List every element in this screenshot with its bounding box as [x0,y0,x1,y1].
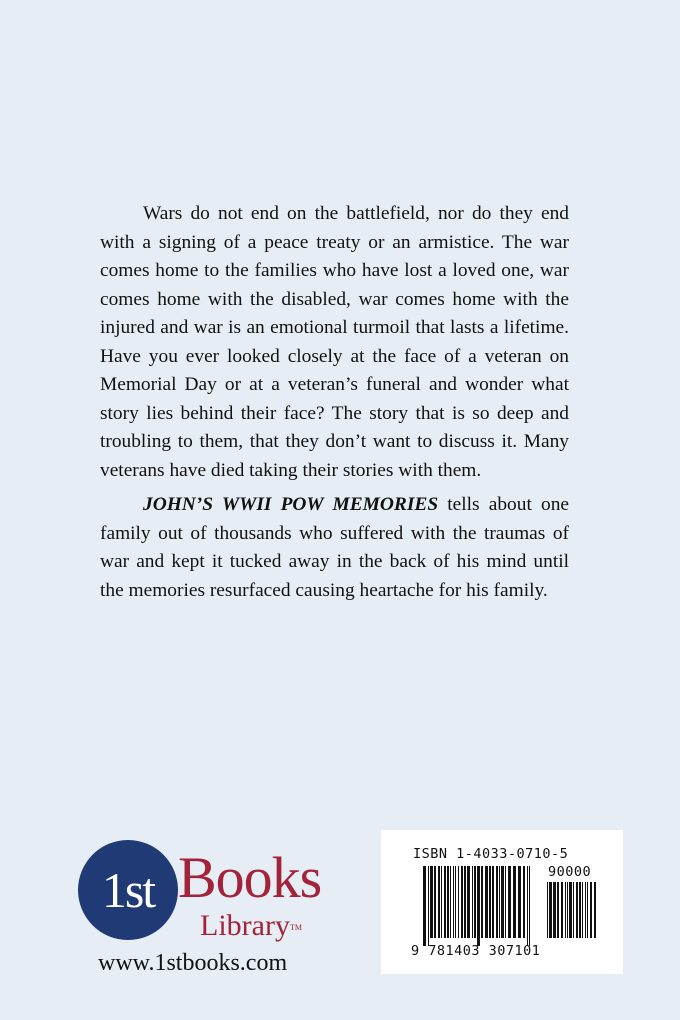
barcode-bar [527,866,528,946]
price-addon-number: 90000 [548,864,592,880]
barcode-bar [485,866,488,938]
barcode-bar [565,882,566,938]
ean-barcode-bars [423,866,531,946]
barcode-bar [549,882,552,938]
barcode-bar [477,866,480,946]
barcode-bar [576,882,578,938]
barcode-bar [499,866,500,938]
barcode-bar [441,866,442,938]
barcode-bar [447,866,449,938]
barcode-bar [561,882,563,938]
trademark-mark: TM [289,923,302,932]
barcode-bar [455,866,456,938]
publisher-website: www.1stbooks.com [98,950,288,976]
barcode-bar [573,882,574,938]
barcode-bar [567,882,568,938]
barcode-bar [467,866,470,938]
barcode-bar [594,882,596,938]
barcode-bar [496,866,498,938]
barcode-bar [428,866,429,946]
barcode-bar [582,882,583,938]
barcode-bar [464,866,466,938]
barcode-bar [508,866,511,938]
barcode-bar [438,866,440,938]
addon-barcode-bars [547,882,597,946]
barcode-bar [585,882,586,938]
blurb-paragraph-1: Wars do not end on the battlefield, nor do they end with a signing of a peace treaty or an armistice. The war comes home to the families who have lost a loved one, war comes home with the disabled, war comes home with the injured and war is an emotional turmoil that lasts a lifetime. Have you ever looked closely at the face of a veteran on Memorial Day or at a veteran’s funeral and wonder what story lies behind their face? The story that is so deep and troubling to them, that they don’t want to discuss it. Many veterans have died taking their stories with them. [100,203,569,481]
blurb-paragraph-2-text: tells about one family out of thousands who suffered with the traumas of war and kept it tucked away in the back of his mind until the memories resurfaced causing heartache for his family. [100,494,569,601]
ean-number: 9 781403 307101 [411,943,541,959]
logo-books-text: Books [178,845,322,910]
barcode-bar [547,882,548,938]
barcode-bar [453,866,454,938]
barcode-bar [557,882,559,938]
barcode-bar [461,866,463,938]
barcode-bar [474,866,476,938]
barcode-bar [590,882,592,938]
barcode-bar [569,882,572,938]
barcode-bar [434,866,436,938]
barcode-bar [587,882,588,938]
barcode-panel [381,830,623,974]
logo-library-text [200,910,302,942]
book-title: JOHN’S WWII POW MEMORIES [143,494,439,515]
barcode-bar [513,866,516,938]
barcode-bar [492,866,494,938]
barcode-bar [444,866,446,938]
isbn-text: ISBN 1-4033-0710-5 [413,846,569,862]
barcode-bar [458,866,459,938]
barcode-bar [489,866,491,938]
barcode-bar [472,866,473,938]
barcode-bar [523,866,525,938]
barcode-bar [553,882,556,938]
logo-library-word: Library [200,909,290,942]
barcode-bar [430,866,433,938]
barcode-bar [505,866,506,938]
barcode-bar [579,882,581,938]
barcode-bar [423,866,426,946]
blurb-paragraph-2 [100,491,569,605]
barcode-bar [481,866,483,938]
publisher-logo [78,840,338,945]
barcode-bar [518,866,521,938]
barcode-bar [529,866,530,946]
logo-circle: 1st [78,840,178,940]
barcode-bar [501,866,504,938]
back-cover-blurb [100,200,569,611]
barcode-bar [450,866,451,938]
